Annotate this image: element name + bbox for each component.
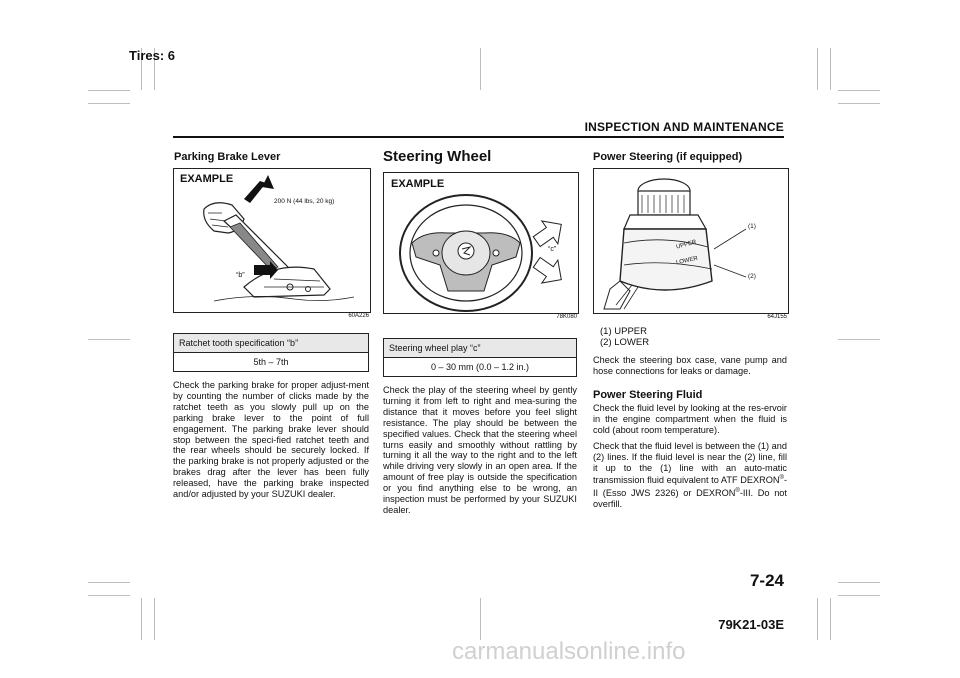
legend-upper: (1) UPPER (600, 326, 647, 337)
crop-mark (88, 582, 130, 583)
crop-mark (838, 90, 880, 91)
body-paragraph-atf (593, 441, 787, 511)
power-steering-figure (593, 168, 789, 314)
figure-label: EXAMPLE (391, 178, 445, 190)
b-callout: “b” (236, 272, 245, 279)
atf-text-3: -III. Do not overfill. (593, 488, 787, 510)
power-steering-body (593, 355, 787, 382)
figure-label: EXAMPLE (180, 173, 234, 185)
crop-mark (154, 598, 155, 640)
spec-header: Steering wheel play “c” (384, 339, 577, 358)
upper-mark: UPPER (675, 239, 698, 251)
legend-lower: (2) LOWER (600, 337, 650, 348)
figure-legend (600, 326, 649, 348)
crop-mark (838, 582, 880, 583)
atf-text-2: -II (Esso JWS 2326) or DEXRON (593, 475, 787, 499)
callout-2: (2) (748, 273, 756, 280)
body-paragraph: Check the play of the steering wheel by gently turning it from left to right and mea-suring the distance that it moves before you feel slight resistance. The play should be between the specified values. Check that the steering wheel turns easily and smoothly without rattling by turning it all the way to the right and to the left while driving very slowly in an open area. If the amount of free play is outside the specification or you find anything else to be wrong, an inspection must be performed by your SUZUKI dealer. (383, 385, 577, 515)
force-callout: 200 N (44 lbs, 20 kg) (274, 198, 335, 205)
steering-wheel-heading: Steering Wheel (383, 148, 492, 165)
crop-mark (88, 90, 130, 91)
chapter-title: INSPECTION AND MAINTENANCE (584, 120, 784, 134)
crop-mark (838, 339, 880, 340)
spec-header: Ratchet tooth specification “b” (174, 334, 369, 353)
parking-brake-illustration (174, 169, 370, 312)
steering-play-spec-table (383, 338, 577, 377)
crop-mark (141, 598, 142, 640)
figure-code: 78K080 (556, 314, 577, 320)
crop-mark (88, 339, 130, 340)
crop-mark (88, 103, 130, 104)
c-callout: “c” (548, 246, 557, 253)
figure-code: 64J155 (767, 314, 787, 320)
ratchet-spec-table (173, 333, 369, 372)
crop-mark (830, 48, 831, 90)
section-tag: Tires: 6 (129, 48, 176, 63)
body-paragraph: Check the parking brake for proper adjust-ment by counting the number of clicks made by the ratchet teeth as you slowly pull up on the parking brake lever to the point of full engagement. The parking brake lever should stop between the speci-fied ratchet teeth and the rear wheels should be securely locked. If the parking brake is not properly adjusted or the brakes drag after the lever has been fully released, have the parking brake inspected and/or adjusted by your SUZUKI dealer. (173, 380, 369, 500)
crop-mark (88, 595, 130, 596)
parking-brake-figure (173, 168, 371, 313)
registered-mark: ® (735, 488, 740, 495)
header-rule (173, 136, 784, 138)
power-steering-heading: Power Steering (if equipped) (593, 151, 743, 163)
parking-brake-heading: Parking Brake Lever (174, 151, 281, 163)
body-paragraph: Check the fluid level by looking at the res-ervoir in the engine compartment when the fluid is cold (about room temperature). (593, 403, 787, 435)
steering-wheel-body (383, 385, 577, 521)
spec-value: 0 – 30 mm (0.0 – 1.2 in.) (384, 358, 577, 377)
figure-code: 60A226 (348, 313, 369, 319)
crop-mark (480, 598, 481, 640)
steering-wheel-illustration (384, 173, 578, 313)
atf-text-1: Check that the fluid level is between the (1) and (2) lines. If the fluid level is near the (2) line, fill it up to the (1) line with an auto-matic transmission fluid equivalent to ATF DEXRON (593, 440, 787, 486)
lower-mark: LOWER (675, 255, 699, 267)
body-paragraph: Check the steering box case, vane pump and hose connections for leaks or damage. (593, 355, 787, 376)
watermark: carmanualsonline.info (452, 638, 686, 665)
parking-brake-body (173, 380, 369, 505)
crop-mark (817, 48, 818, 90)
spec-value: 5th – 7th (174, 353, 369, 372)
crop-mark (480, 48, 481, 90)
callout-1: (1) (748, 223, 756, 230)
page-number: 7-24 (749, 571, 784, 590)
power-steering-fluid-heading: Power Steering Fluid (593, 389, 703, 401)
crop-mark (838, 595, 880, 596)
steering-wheel-figure (383, 172, 579, 314)
document-code: 79K21-03E (718, 617, 784, 632)
power-steering-fluid-body (593, 403, 787, 515)
registered-mark: ® (779, 475, 784, 482)
crop-mark (830, 598, 831, 640)
crop-mark (817, 598, 818, 640)
crop-mark (838, 103, 880, 104)
